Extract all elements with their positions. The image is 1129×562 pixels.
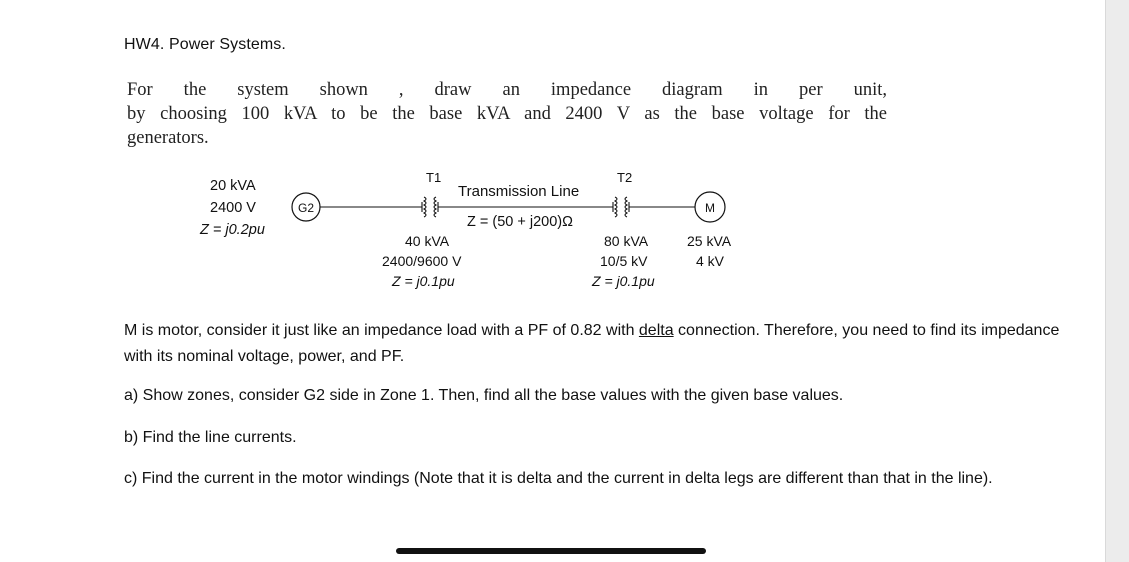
motor-rating: 25 kVA	[687, 233, 732, 249]
question-c: c) Find the current in the motor windings (Note that it is delta and the current in delta legs are different than that in the line).	[124, 470, 993, 487]
motor-voltage: 4 kV	[696, 253, 725, 269]
t2-rating: 80 kVA	[604, 233, 649, 249]
t2-voltage: 10/5 kV	[600, 253, 648, 269]
generator-rating: 20 kVA	[210, 178, 256, 194]
generator-symbol-label: G2	[297, 201, 315, 215]
generator-impedance: Z = j0.2pu	[200, 222, 265, 238]
generator-symbol	[292, 193, 320, 221]
t1-impedance: Z = j0.1pu	[392, 273, 455, 289]
question-b: b) Find the line currents.	[124, 429, 297, 446]
motor-note-before: M is motor, consider it just like an impedance load with a PF of 0.82 with	[124, 322, 639, 339]
page-heading: HW4. Power Systems.	[124, 36, 286, 53]
motor-note-underlined: delta	[638, 322, 674, 339]
line-impedance: Z = (50 + j200)Ω	[467, 214, 573, 230]
transformer-t2-symbol	[615, 197, 627, 217]
problem-line-3: generators.	[127, 128, 209, 148]
problem-line-2: by choosing 100 kVA to be the base kVA and 2400 V as the base voltage for the	[127, 104, 887, 124]
motor-symbol-label: M	[705, 201, 715, 215]
motor-note	[124, 318, 1084, 370]
scrollbar-gutter	[1105, 0, 1129, 562]
generator-voltage: 2400 V	[210, 200, 256, 216]
t1-label: T1	[426, 170, 442, 185]
t2-impedance: Z = j0.1pu	[592, 273, 655, 289]
one-line-diagram	[190, 164, 770, 294]
t1-rating: 40 kVA	[405, 233, 450, 249]
motor-note-after: connection. Therefore, you need to find its impedance with its nominal voltage, power, and PF.	[124, 322, 1060, 365]
t1-voltage: 2400/9600 V	[382, 253, 462, 269]
question-a: a) Show zones, consider G2 side in Zone 1. Then, find all the base values with the given base values.	[124, 387, 844, 404]
home-indicator[interactable]	[396, 548, 706, 554]
line-label: Transmission Line	[458, 183, 580, 200]
t2-label: T2	[617, 170, 633, 185]
problem-line-1: For the system shown , draw an impedance diagram in per unit,	[127, 80, 887, 100]
motor-symbol	[695, 192, 725, 222]
transformer-t1-symbol	[424, 197, 436, 217]
problem-statement	[127, 78, 887, 150]
